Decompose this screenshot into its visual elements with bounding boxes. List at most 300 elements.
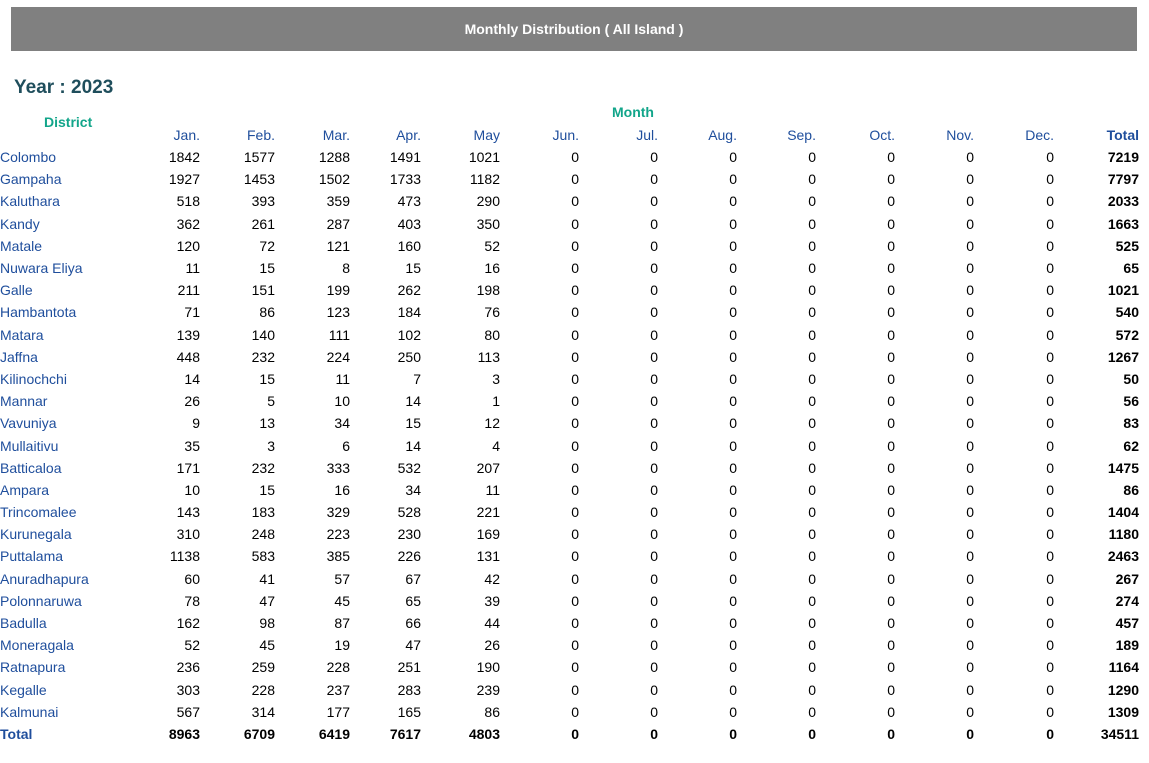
month-value: 0 <box>650 415 658 432</box>
month-value: 310 <box>176 526 200 543</box>
month-value: 16 <box>334 481 350 498</box>
month-value: 448 <box>176 348 200 365</box>
month-value: 0 <box>966 215 974 232</box>
month-value: 0 <box>729 459 737 476</box>
month-value: 0 <box>650 725 658 742</box>
month-value: 0 <box>966 659 974 676</box>
month-value: 0 <box>966 348 974 365</box>
month-value: 71 <box>184 304 200 321</box>
month-value: 0 <box>571 282 579 299</box>
month-value: 26 <box>184 393 200 410</box>
row-total: 56 <box>1123 393 1139 410</box>
page-title: Monthly Distribution ( All Island ) <box>464 21 684 37</box>
district-name: Hambantota <box>0 304 77 321</box>
table-row <box>0 679 1139 701</box>
month-value: 1138 <box>169 548 200 565</box>
month-value: 0 <box>729 215 737 232</box>
month-value: 1577 <box>243 149 275 166</box>
table-row <box>0 479 1139 501</box>
month-value: 0 <box>650 304 658 321</box>
month-value: 0 <box>887 260 895 277</box>
month-value: 0 <box>650 637 658 654</box>
district-name: Polonnaruwa <box>0 592 82 609</box>
row-total: 2033 <box>1107 193 1139 210</box>
table-body <box>0 146 1139 745</box>
month-value: 532 <box>397 459 421 476</box>
month-value: 162 <box>176 615 200 632</box>
district-name: Kurunegala <box>0 526 72 543</box>
month-value: 0 <box>808 481 816 498</box>
month-value: 0 <box>1046 681 1054 698</box>
month-group-label: Month <box>612 104 654 120</box>
month-value: 190 <box>476 659 500 676</box>
row-total: 86 <box>1123 481 1139 498</box>
month-value: 0 <box>650 570 658 587</box>
month-value: 0 <box>571 171 579 188</box>
month-value: 221 <box>476 504 500 521</box>
month-value: 1288 <box>318 149 350 166</box>
month-value: 0 <box>571 592 579 609</box>
month-value: 0 <box>808 304 816 321</box>
month-value: 0 <box>808 326 816 343</box>
month-value: 0 <box>650 592 658 609</box>
month-value: 0 <box>650 526 658 543</box>
month-value: 1927 <box>168 171 200 188</box>
month-value: 0 <box>729 193 737 210</box>
column-header: Sep. <box>787 127 816 143</box>
month-value: 0 <box>729 615 737 632</box>
month-value: 259 <box>251 659 275 676</box>
month-value: 169 <box>476 526 500 543</box>
month-value: 0 <box>966 326 974 343</box>
month-value: 52 <box>184 637 200 654</box>
month-value: 0 <box>808 282 816 299</box>
month-value: 1182 <box>469 171 500 188</box>
total-row <box>0 723 1139 745</box>
month-value: 47 <box>405 637 421 654</box>
month-value: 0 <box>887 548 895 565</box>
month-value: 226 <box>397 548 421 565</box>
month-value: 0 <box>808 459 816 476</box>
table-row <box>0 656 1139 678</box>
row-total: 1267 <box>1107 348 1139 365</box>
month-value: 0 <box>966 370 974 387</box>
month-value: 0 <box>808 548 816 565</box>
column-header: Jun. <box>552 127 579 143</box>
column-header: May <box>473 127 500 143</box>
month-value: 0 <box>729 592 737 609</box>
month-value: 86 <box>259 304 275 321</box>
month-value: 0 <box>966 171 974 188</box>
table-row <box>0 612 1139 634</box>
month-value: 0 <box>650 326 658 343</box>
month-value: 0 <box>808 171 816 188</box>
month-value: 139 <box>176 326 200 343</box>
row-total: 267 <box>1115 570 1139 587</box>
month-value: 0 <box>571 304 579 321</box>
district-name: Ratnapura <box>0 659 66 676</box>
month-value: 567 <box>176 703 200 720</box>
month-value: 0 <box>808 637 816 654</box>
month-value: 473 <box>397 193 421 210</box>
month-value: 290 <box>476 193 500 210</box>
month-value: 0 <box>887 282 895 299</box>
row-total: 274 <box>1115 592 1139 609</box>
month-value: 78 <box>184 592 200 609</box>
table-row <box>0 190 1139 212</box>
month-value: 0 <box>1046 393 1054 410</box>
table-row <box>0 301 1139 323</box>
month-value: 7 <box>413 370 421 387</box>
month-value: 0 <box>808 415 816 432</box>
month-value: 207 <box>476 459 500 476</box>
month-value: 26 <box>484 637 500 654</box>
table-row <box>0 412 1139 434</box>
month-value: 15 <box>405 415 421 432</box>
month-value: 1021 <box>468 149 500 166</box>
month-value: 0 <box>808 215 816 232</box>
month-value: 44 <box>484 615 500 632</box>
month-value: 8 <box>342 260 350 277</box>
table-row <box>0 235 1139 257</box>
month-value: 0 <box>729 393 737 410</box>
table-row <box>0 146 1139 168</box>
district-name: Trincomalee <box>0 504 77 521</box>
month-value: 0 <box>808 592 816 609</box>
month-value: 45 <box>259 637 275 654</box>
month-value: 0 <box>650 237 658 254</box>
month-value: 60 <box>184 570 200 587</box>
column-header: Dec. <box>1025 127 1054 143</box>
district-name: Matale <box>0 237 43 254</box>
month-value: 39 <box>484 592 500 609</box>
month-value: 140 <box>251 326 275 343</box>
row-total: 2463 <box>1107 548 1139 565</box>
table-row <box>0 346 1139 368</box>
month-value: 45 <box>334 592 350 609</box>
district-name: Kalmunai <box>0 703 59 720</box>
month-value: 0 <box>1046 548 1054 565</box>
month-value: 0 <box>729 282 737 299</box>
month-value: 0 <box>1046 437 1054 454</box>
month-value: 0 <box>887 615 895 632</box>
month-value: 0 <box>571 237 579 254</box>
month-value: 0 <box>887 659 895 676</box>
month-value: 251 <box>397 659 421 676</box>
column-header: Nov. <box>946 127 974 143</box>
month-value: 0 <box>966 415 974 432</box>
month-value: 287 <box>326 215 350 232</box>
month-value: 86 <box>484 703 500 720</box>
month-value: 223 <box>326 526 350 543</box>
month-value: 76 <box>484 304 500 321</box>
month-value: 0 <box>1046 282 1054 299</box>
row-total: 1475 <box>1107 459 1139 476</box>
district-name: Badulla <box>0 615 47 632</box>
month-value: 0 <box>887 703 895 720</box>
row-total: 62 <box>1123 437 1139 454</box>
month-value: 0 <box>571 326 579 343</box>
month-value: 0 <box>966 570 974 587</box>
month-value: 0 <box>966 615 974 632</box>
month-value: 0 <box>729 481 737 498</box>
month-value: 3 <box>492 370 500 387</box>
row-total: 1309 <box>1107 703 1139 720</box>
month-value: 87 <box>334 615 350 632</box>
month-value: 14 <box>184 370 200 387</box>
month-value: 0 <box>571 481 579 498</box>
month-value: 0 <box>887 393 895 410</box>
month-value: 34 <box>334 415 350 432</box>
month-value: 80 <box>484 326 500 343</box>
month-value: 393 <box>251 193 275 210</box>
row-total: 1021 <box>1107 282 1139 299</box>
column-header: Oct. <box>869 127 895 143</box>
month-value: 0 <box>729 304 737 321</box>
month-value: 232 <box>251 459 275 476</box>
month-value: 57 <box>334 570 350 587</box>
month-value: 143 <box>176 504 200 521</box>
month-value: 6709 <box>243 725 275 742</box>
month-value: 518 <box>176 193 200 210</box>
month-value: 0 <box>571 504 579 521</box>
month-value: 0 <box>808 193 816 210</box>
month-value: 65 <box>405 592 421 609</box>
month-value: 0 <box>808 393 816 410</box>
month-value: 184 <box>397 304 421 321</box>
month-value: 0 <box>571 215 579 232</box>
month-value: 0 <box>887 326 895 343</box>
month-value: 0 <box>729 415 737 432</box>
month-value: 15 <box>405 260 421 277</box>
district-name: Moneragala <box>0 637 74 654</box>
row-total: 457 <box>1115 615 1139 632</box>
month-value: 98 <box>259 615 275 632</box>
row-total: 540 <box>1115 304 1139 321</box>
month-value: 228 <box>251 681 275 698</box>
table-row <box>0 168 1139 190</box>
month-value: 228 <box>326 659 350 676</box>
table-row <box>0 257 1139 279</box>
month-value: 0 <box>729 348 737 365</box>
month-value: 0 <box>808 504 816 521</box>
month-value: 0 <box>1046 725 1054 742</box>
month-value: 230 <box>397 526 421 543</box>
month-value: 165 <box>397 703 421 720</box>
month-value: 0 <box>650 215 658 232</box>
month-value: 3 <box>267 437 275 454</box>
month-value: 199 <box>326 282 350 299</box>
month-value: 239 <box>476 681 500 698</box>
month-value: 102 <box>397 326 421 343</box>
row-total: 50 <box>1123 370 1139 387</box>
month-value: 0 <box>808 570 816 587</box>
month-value: 0 <box>729 370 737 387</box>
month-value: 1 <box>492 393 500 410</box>
month-value: 1502 <box>318 171 350 188</box>
month-value: 0 <box>571 637 579 654</box>
month-value: 34 <box>405 481 421 498</box>
month-value: 359 <box>326 193 350 210</box>
district-name: Vavuniya <box>0 415 57 432</box>
month-value: 0 <box>1046 237 1054 254</box>
table-row <box>0 434 1139 456</box>
district-name: Kilinochchi <box>0 370 67 387</box>
month-value: 66 <box>405 615 421 632</box>
month-value: 0 <box>1046 149 1054 166</box>
month-value: 0 <box>808 348 816 365</box>
month-value: 0 <box>729 237 737 254</box>
month-value: 1842 <box>168 149 200 166</box>
table-row <box>0 368 1139 390</box>
month-value: 183 <box>251 504 275 521</box>
month-value: 11 <box>485 481 500 498</box>
month-value: 15 <box>259 370 275 387</box>
district-name: Kandy <box>0 215 40 232</box>
month-value: 0 <box>887 304 895 321</box>
month-value: 6 <box>342 437 350 454</box>
month-value: 7617 <box>389 725 421 742</box>
month-value: 0 <box>571 393 579 410</box>
month-value: 237 <box>326 681 350 698</box>
month-value: 12 <box>484 415 500 432</box>
month-value: 250 <box>397 348 421 365</box>
month-value: 0 <box>808 659 816 676</box>
table-row <box>0 568 1139 590</box>
month-value: 123 <box>326 304 350 321</box>
month-value: 0 <box>571 570 579 587</box>
district-name: Kaluthara <box>0 193 60 210</box>
month-value: 0 <box>808 237 816 254</box>
month-value: 583 <box>251 548 275 565</box>
month-value: 0 <box>650 393 658 410</box>
total-label: Total <box>0 725 33 742</box>
month-value: 9 <box>192 415 200 432</box>
month-value: 14 <box>405 437 421 454</box>
table-row <box>0 457 1139 479</box>
month-value: 0 <box>650 282 658 299</box>
month-value: 11 <box>335 370 350 387</box>
table-row <box>0 545 1139 567</box>
column-header: Jul. <box>636 127 658 143</box>
month-value: 0 <box>571 725 579 742</box>
month-value: 0 <box>729 659 737 676</box>
month-value: 0 <box>966 149 974 166</box>
page-header-bar <box>11 7 1137 51</box>
month-value: 0 <box>650 703 658 720</box>
month-value: 0 <box>887 215 895 232</box>
month-value: 0 <box>887 459 895 476</box>
month-value: 0 <box>1046 703 1054 720</box>
month-value: 10 <box>334 393 350 410</box>
month-value: 0 <box>966 304 974 321</box>
table-row <box>0 213 1139 235</box>
month-value: 198 <box>476 282 500 299</box>
table-header-row <box>0 124 1139 146</box>
district-name: Kegalle <box>0 681 47 698</box>
month-value: 0 <box>729 526 737 543</box>
month-value: 0 <box>729 437 737 454</box>
month-value: 0 <box>887 637 895 654</box>
month-value: 113 <box>477 348 500 365</box>
month-value: 0 <box>729 260 737 277</box>
month-value: 0 <box>1046 193 1054 210</box>
month-value: 0 <box>1046 326 1054 343</box>
month-value: 4 <box>492 437 500 454</box>
year-label: Year : 2023 <box>14 77 114 98</box>
table-row <box>0 523 1139 545</box>
month-value: 0 <box>966 681 974 698</box>
month-value: 0 <box>887 237 895 254</box>
month-value: 0 <box>1046 637 1054 654</box>
month-value: 0 <box>966 548 974 565</box>
column-header: Mar. <box>322 127 350 143</box>
month-value: 0 <box>571 459 579 476</box>
month-value: 0 <box>650 681 658 698</box>
month-value: 0 <box>729 703 737 720</box>
month-value: 0 <box>729 171 737 188</box>
month-value: 0 <box>650 659 658 676</box>
month-value: 10 <box>184 481 200 498</box>
month-value: 13 <box>259 415 275 432</box>
row-total: 1404 <box>1107 504 1139 521</box>
district-name: Gampaha <box>0 171 62 188</box>
month-value: 403 <box>397 215 421 232</box>
month-value: 0 <box>1046 592 1054 609</box>
month-value: 0 <box>729 570 737 587</box>
month-value: 131 <box>476 548 500 565</box>
month-value: 0 <box>808 615 816 632</box>
month-value: 0 <box>571 659 579 676</box>
month-value: 15 <box>259 260 275 277</box>
month-value: 0 <box>1046 171 1054 188</box>
month-value: 0 <box>887 171 895 188</box>
month-value: 0 <box>887 415 895 432</box>
month-value: 0 <box>1046 370 1054 387</box>
row-total: 7219 <box>1107 149 1139 166</box>
month-value: 0 <box>966 459 974 476</box>
month-value: 0 <box>650 370 658 387</box>
month-value: 0 <box>571 348 579 365</box>
month-value: 0 <box>966 393 974 410</box>
month-value: 0 <box>1046 304 1054 321</box>
month-value: 0 <box>808 370 816 387</box>
month-value: 0 <box>1046 459 1054 476</box>
month-value: 1491 <box>389 149 421 166</box>
month-value: 0 <box>966 237 974 254</box>
month-value: 0 <box>966 703 974 720</box>
month-value: 0 <box>808 149 816 166</box>
month-value: 0 <box>808 725 816 742</box>
month-value: 232 <box>251 348 275 365</box>
month-value: 0 <box>571 193 579 210</box>
month-value: 1453 <box>243 171 275 188</box>
month-value: 52 <box>484 237 500 254</box>
month-value: 0 <box>966 592 974 609</box>
month-value: 0 <box>571 370 579 387</box>
month-value: 362 <box>176 215 200 232</box>
table-row <box>0 501 1139 523</box>
district-name: Nuwara Eliya <box>0 260 83 277</box>
month-value: 0 <box>966 637 974 654</box>
month-value: 111 <box>328 326 350 343</box>
district-name: Mannar <box>0 393 48 410</box>
month-value: 1733 <box>389 171 421 188</box>
month-value: 0 <box>887 725 895 742</box>
month-value: 0 <box>887 149 895 166</box>
month-value: 0 <box>966 481 974 498</box>
row-total: 189 <box>1115 637 1139 654</box>
